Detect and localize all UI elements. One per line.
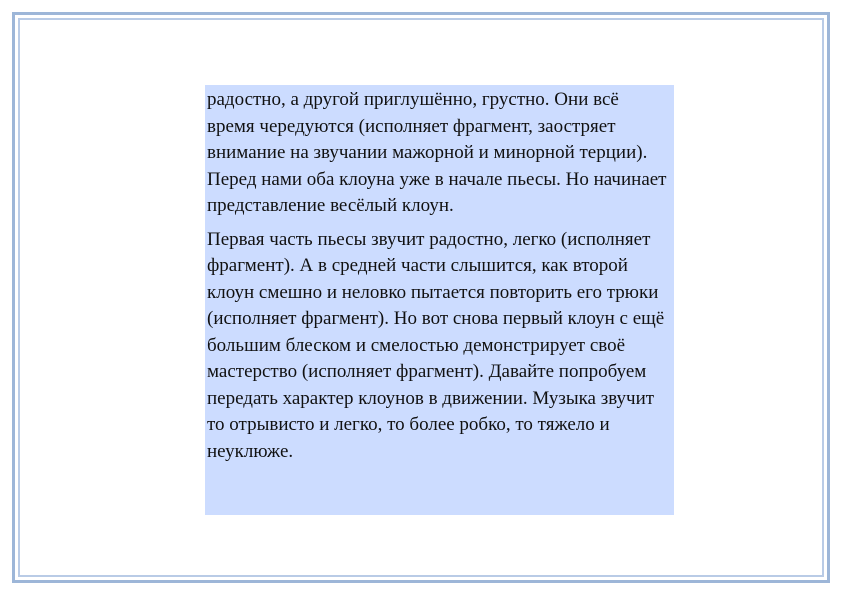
- slide-text-block: [205, 85, 674, 515]
- paragraph-1: радостно, а другой приглушённо, грустно. Они всё время чередуются (исполняет фрагмент, заостряет внимание на звучании мажорной и минорной терции). Перед нами оба клоуна уже в начале пьесы. Но начинает представление весёлый клоун.: [207, 89, 667, 216]
- paragraph-2: Первая часть пьесы звучит радостно, легко (исполняет фрагмент). А в средней части слышится, как второй клоун смешно и неловко пытается повторить его трюки (исполняет фрагмент). Но вот снова первый клоун с ещё большим блеском и смелостью демонстрирует своё мастерство (исполняет фрагмент). Давайте попробуем передать характер клоунов в движении. Музыка звучит то отрывисто и легко, то более робко, то тяжело и неуклюже.: [207, 228, 665, 462]
